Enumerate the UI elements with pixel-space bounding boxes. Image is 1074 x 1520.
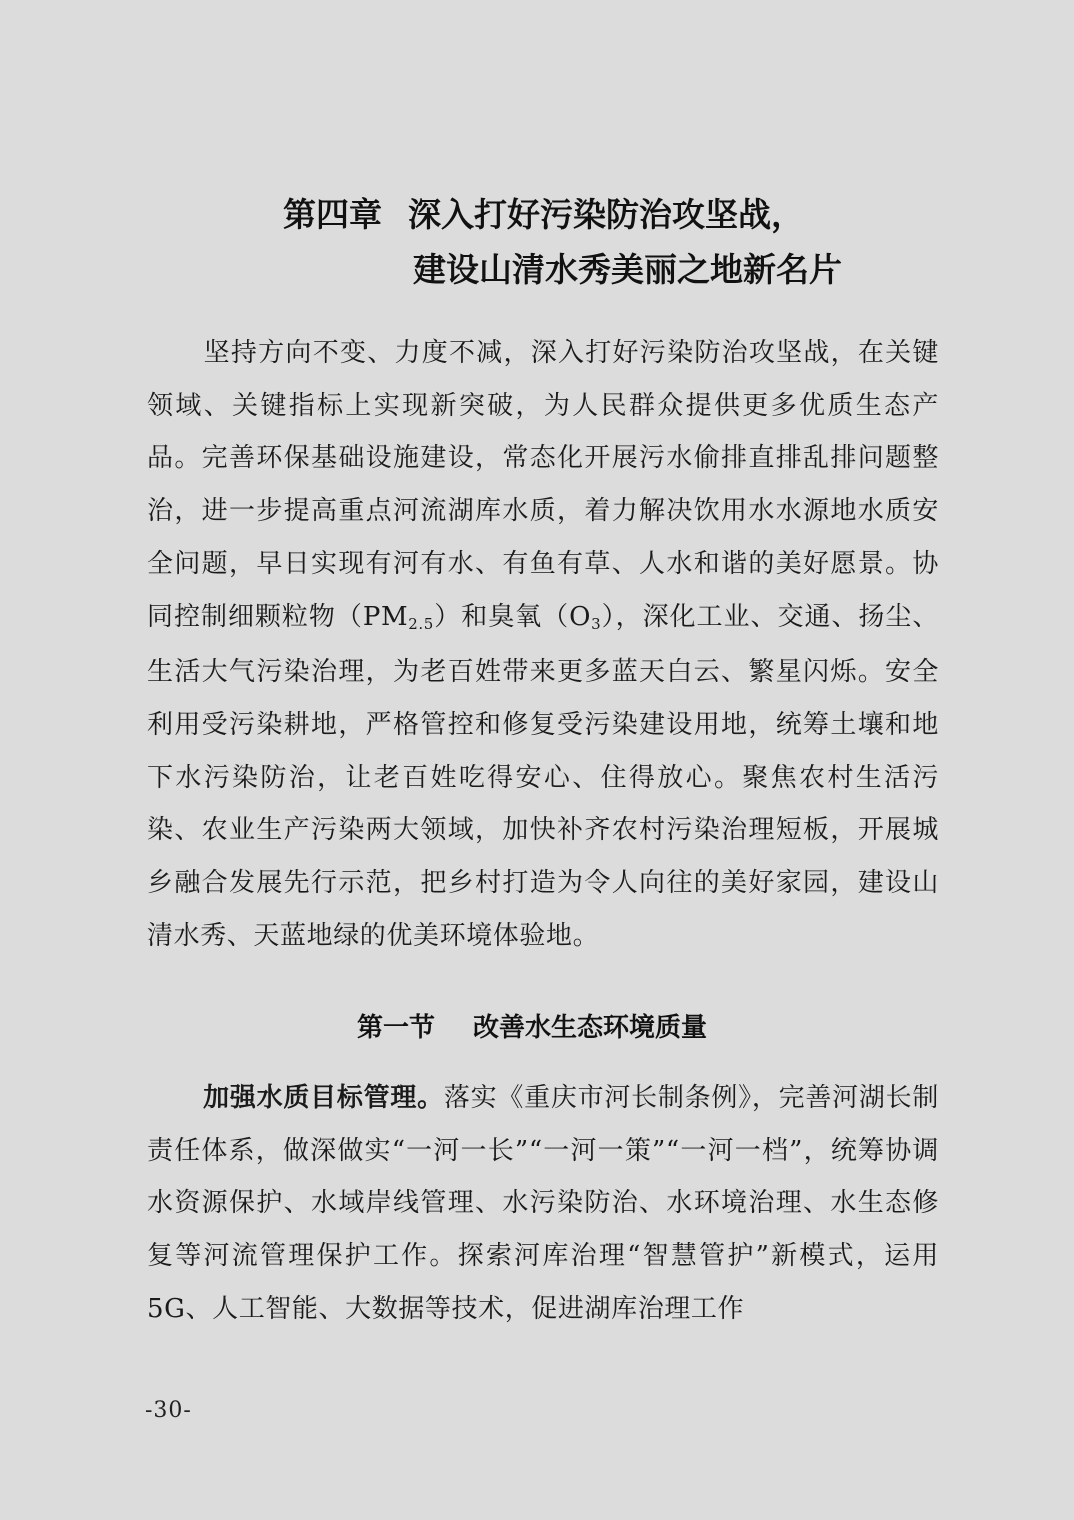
water-quality-paragraph: [147, 1072, 939, 1336]
chapter-subtitle-text: 建设山清水秀美丽之地新名片: [413, 250, 842, 289]
o3-subscript: 3: [591, 614, 602, 633]
paragraph-heading: 加强水质目标管理。: [203, 1083, 444, 1113]
page-number: -30-: [145, 1398, 192, 1423]
intro-text-2: ）和臭氧（O: [433, 601, 592, 632]
section-number: 第一节: [357, 1013, 436, 1043]
chapter-number: 第四章: [283, 195, 382, 234]
paragraph-text: 落实《重庆市河长制条例》，完善河湖长制责任体系，做深做实“一河一长”“一河一策”“一河一档”，统筹协调水资源保护、水域岸线管理、水污染防治、水环境治理、水生态修复等河流管理保护工作。探索河库治理“智慧管护”新模式，运用5G、人工智能、大数据等技术，促进湖库治理工作: [147, 1083, 939, 1324]
intro-paragraph: [147, 327, 939, 962]
section-title-text: 改善水生态环境质量: [473, 1013, 708, 1043]
intro-text-3: ），深化工业、交通、扬尘、生活大气污染治理，为老百姓带来更多蓝天白云、繁星闪烁。安全利用受污染耕地，严格管控和修复受污染建设用地，统筹土壤和地下水污染防治，让老百姓吃得安心、住得放心。聚焦农村生活污染、农业生产污染两大领域，加快补齐农村污染治理短板，开展城乡融合发展先行示范，把乡村打造为令人向往的美好家园，建设山清水秀、天蓝地绿的优美环境体验地。: [147, 601, 939, 951]
pm-subscript: 2.5: [408, 614, 434, 633]
intro-text-1: 坚持方向不变、力度不减，深入打好污染防治攻坚战，在关键领域、关键指标上实现新突破，为人民群众提供更多优质生态产品。完善环保基础设施建设，常态化开展污水偷排直排乱排问题整治，进一步提高重点河流湖库水质，着力解决饮用水水源地水质安全问题，早日实现有河有水、有鱼有草、人水和谐的美好愿景。协同控制细颗粒物（PM: [147, 338, 939, 632]
chapter-title-text: 深入打好污染防治攻坚战，: [408, 195, 804, 234]
